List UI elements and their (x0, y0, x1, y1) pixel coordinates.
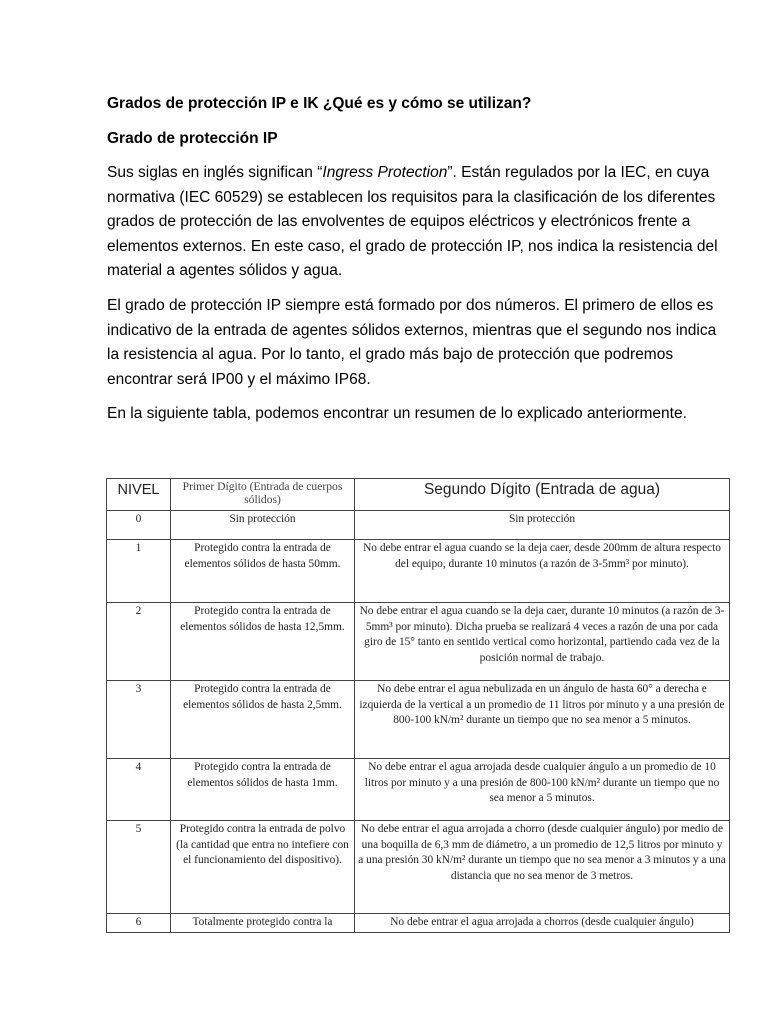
paragraph-intro-end: ”. Están regulados por la IEC, en cuya normativa (IEC 60529) se establecen los requisitos para la clasificación de los diferentes grados de protección de las envolventes de equipos eléctricos y electrónicos frente a elementos externos. En este caso, el grado de protección IP, nos indica la resistencia del material a agentes sólidos y agua. (107, 164, 718, 280)
table-row (107, 821, 730, 914)
cell-nivel: 4 (107, 759, 171, 821)
table-row (107, 540, 730, 603)
cell-primer: Protegido contra la entrada de elementos sólidos de hasta 12,5mm. (171, 603, 355, 681)
cell-nivel: 3 (107, 681, 171, 759)
paragraph-intro (107, 161, 727, 284)
cell-primer: Protegido contra la entrada de elementos sólidos de hasta 50mm. (171, 540, 355, 603)
cell-segundo: No debe entrar el agua arrojada a chorro (desde cualquier ángulo) por medio de una boquilla de 6,3 mm de diámetro, a un promedio de 12,5 litros por minuto y a una presión 30 kN/m² durante un tiempo que no sea menor a 3 minutos y a una distancia que no sea menor de 3 metros. (355, 821, 730, 914)
cell-segundo: No debe entrar el agua cuando se la deja caer, desde 200mm de altura respecto del equipo, durante 10 minutos (a razón de 3-5mm³ por minuto). (355, 540, 730, 603)
header-nivel: NIVEL (107, 479, 171, 511)
section-heading: Grado de protección IP (107, 130, 278, 147)
cell-primer: Protegido contra la entrada de elementos sólidos de hasta 2,5mm. (171, 681, 355, 759)
cell-primer: Protegido contra la entrada de polvo (la cantidad que entra no intefiere con el funcionamiento del dispositivo). (171, 821, 355, 914)
header-primer-digito: Primer Dígito (Entrada de cuerpos sólidos) (171, 479, 355, 511)
cell-segundo: No debe entrar el agua arrojada a chorros (desde cualquier ángulo) (355, 914, 730, 933)
table-row (107, 511, 730, 540)
cell-nivel: 6 (107, 914, 171, 933)
table-row (107, 914, 730, 933)
cell-segundo: No debe entrar el agua arrojada desde cualquier ángulo a un promedio de 10 litros por minuto y a una presión de 800-100 kN/m² durante un tiempo que no sea menor a 5 minutos. (355, 759, 730, 821)
ip-protection-table (106, 478, 730, 933)
table-row (107, 603, 730, 681)
cell-primer: Totalmente protegido contra la (171, 914, 355, 933)
header-segundo-digito: Segundo Dígito (Entrada de agua) (355, 479, 730, 511)
cell-segundo: No debe entrar el agua nebulizada en un ángulo de hasta 60° a derecha e izquierda de la vertical a un promedio de 11 litros por minuto y a una presión de 800-100 kN/m² durante un tiempo que no sea menor a 5 minutos. (355, 681, 730, 759)
ingress-protection-term: Ingress Protection (322, 164, 448, 181)
cell-primer: Sin protección (171, 511, 355, 540)
cell-nivel: 0 (107, 511, 171, 540)
cell-segundo: No debe entrar el agua cuando se la deja caer, durante 10 minutos (a razón de 3-5mm³ por minuto). Dicha prueba se realizará 4 veces a razón de una por cada giro de 15° tanto en sentido vertical como horizontal, partiendo cada vez de la posición normal de trabajo. (355, 603, 730, 681)
cell-nivel: 5 (107, 821, 171, 914)
paragraph-table-intro: En la siguiente tabla, podemos encontrar un resumen de lo explicado anteriormente. (107, 405, 687, 423)
document-body (107, 92, 727, 427)
paragraph-intro-start: Sus siglas en inglés significan “ (107, 164, 323, 181)
table-row (107, 681, 730, 759)
cell-nivel: 2 (107, 603, 171, 681)
paragraph-digits: El grado de protección IP siempre está formado por dos números. El primero de ellos es indicativo de la entrada de agentes sólidos externos, mientras que el segundo nos indica la resistencia al agua. Por lo tanto, el grado más bajo de protección que podremos encontrar será IP00 y el máximo IP68. (107, 296, 717, 388)
document-title: Grados de protección IP e IK ¿Qué es y cómo se utilizan? (107, 95, 532, 112)
cell-segundo: Sin protección (355, 511, 730, 540)
cell-nivel: 1 (107, 540, 171, 603)
table-header-row (107, 479, 730, 511)
cell-primer: Protegido contra la entrada de elementos sólidos de hasta 1mm. (171, 759, 355, 821)
table-row (107, 759, 730, 821)
